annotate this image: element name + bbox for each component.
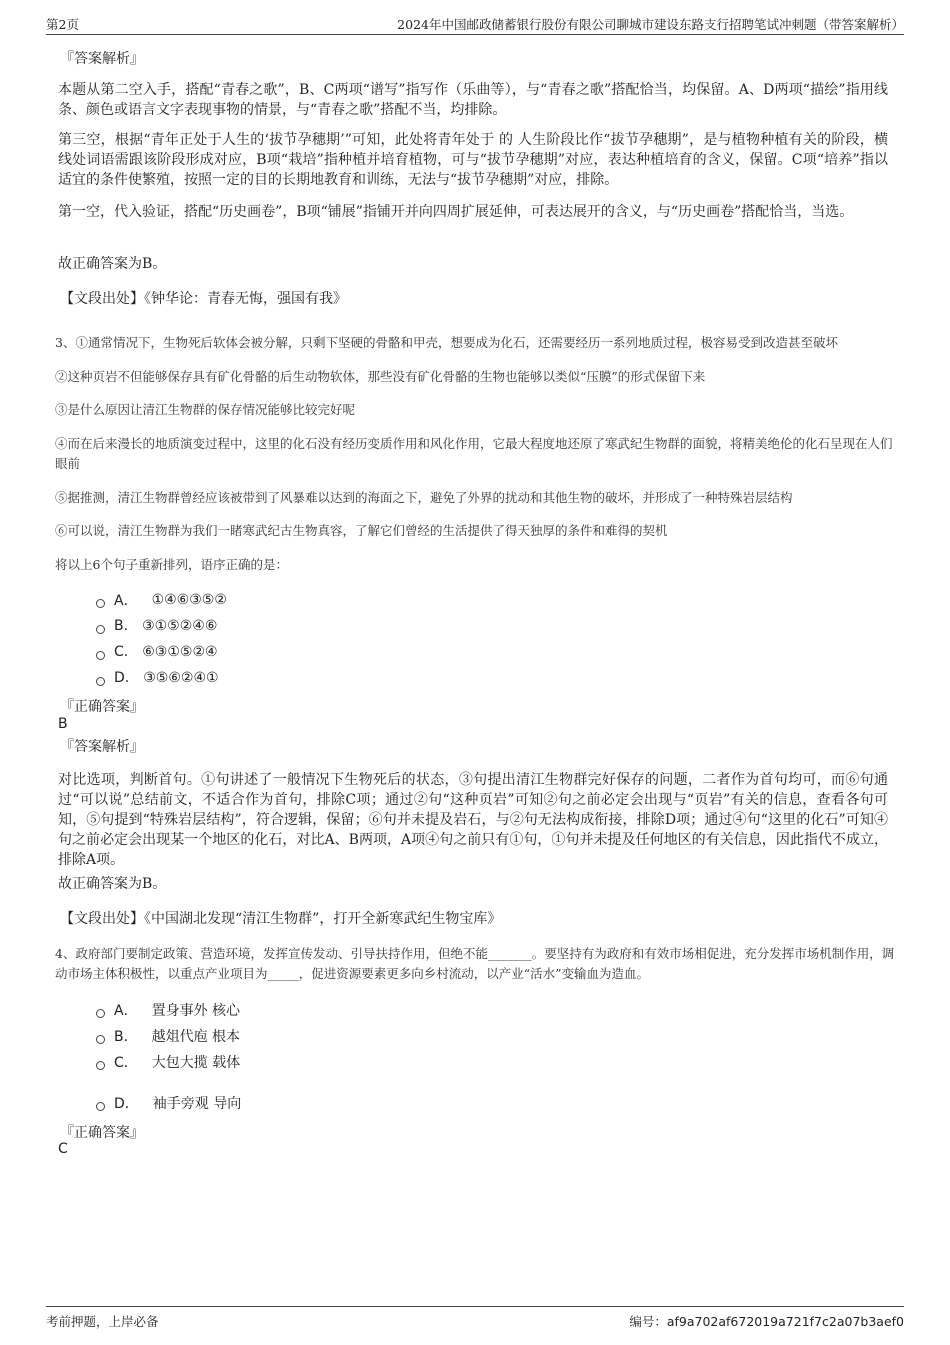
option-text: ⑥③①⑤②④ bbox=[142, 644, 218, 660]
correct-answer-label: 『正确答案』 bbox=[60, 699, 144, 715]
option-letter: A． bbox=[114, 593, 138, 609]
analysis-label: 『答案解析』 bbox=[60, 51, 144, 67]
radio-button[interactable] bbox=[96, 1061, 105, 1070]
option-letter: B． bbox=[114, 1029, 138, 1045]
option-d[interactable] bbox=[96, 668, 219, 688]
analysis-conclusion: 故正确答案为B。 bbox=[58, 256, 167, 272]
question-sentence: ⑤据推测，清江生物群曾经应该被带到了风暴难以达到的海面之下，避免了外界的扰动和其他生物的破坏，并形成了一种特殊岩层结构 bbox=[55, 490, 793, 505]
document-id-label: 编号： bbox=[629, 1314, 667, 1329]
question-stem: 3、①通常情况下，生物死后软体会被分解，只剩下坚硬的骨骼和甲壳，想要成为化石，还需要经历一系列地质过程，极容易受到改造甚至破坏 bbox=[55, 335, 838, 350]
question-sentence: ③是什么原因让清江生物群的保存情况能够比较完好呢 bbox=[55, 402, 356, 417]
option-c[interactable] bbox=[96, 1052, 240, 1072]
analysis-paragraph: 对比选项，判断首句。①句讲述了一般情况下生物死后的状态，③句提出清江生物群完好保存的问题，二者作为首句均可，而⑥句通过“可以说”总结前文，不适合作为首句，排除C项；通过②句“这种页岩”可知②句之前必定会出现与“页岩”有关的信息，查看各句可知，⑤句提到“特殊岩层结构”，符合逻辑，保留；⑥句并未提及岩石，与②句无法构成衔接，排除D项；通过④句“这里的化石”可知④句之前必定会出现某一个地区的化石，对比A、B两项，A项④句之前只有①句，①句并未提及任何地区的有关信息，因此指代不成立，排除A项。 bbox=[58, 772, 888, 868]
option-d[interactable] bbox=[96, 1093, 241, 1113]
option-letter: C. bbox=[114, 644, 129, 660]
analysis-paragraph: 第一空，代入验证，搭配“历史画卷”，B项“铺展”指铺开并向四周扩展延伸，可表达展开的含义，与“历史画卷”搭配恰当，当选。 bbox=[58, 204, 854, 220]
source-citation: 【文段出处】《中国湖北发现“清江生物群”，打开全新寒武纪生物宝库》 bbox=[60, 911, 502, 927]
footer-slogan: 考前押题，上岸必备 bbox=[46, 1314, 159, 1329]
option-a[interactable] bbox=[96, 1000, 240, 1020]
option-b[interactable] bbox=[96, 1026, 240, 1046]
analysis-paragraph: 第三空，根据“青年正处于人生的‘拔节孕穗期’”可知，此处将青年处于 的 人生阶段比作“拔节孕穗期”，是与植物种植有关的阶段，横线处词语需跟该阶段形成对应，B项“栽培”指种植并培育植物，可与“拔节孕穗期”对应，表达种植培育的含义，保留。C项“培养”指以适宜的条件使繁殖，按照一定的目的长期地教育和训练，无法与“拔节孕穗期”对应，排除。 bbox=[58, 132, 888, 188]
question-sentence: ④而在后来漫长的地质演变过程中，这里的化石没有经历变质作用和风化作用，它最大程度地还原了寒武纪生物群的面貌，将精美绝伦的化石呈现在人们眼前 bbox=[55, 436, 893, 471]
option-letter: C． bbox=[114, 1055, 138, 1071]
option-b[interactable] bbox=[96, 616, 217, 636]
correct-answer: C bbox=[58, 1141, 68, 1157]
page-footer bbox=[46, 1306, 904, 1331]
question-stem: 4、政府部门要制定政策、营造环境，发挥宣传发动、引导扶持作用，但绝不能_______。要坚持有为政府和有效市场相促进，充分发挥市场机制作用，调动市场主体积极性，以重点产业项目为_____，促进资源要素更多向乡村流动，以产业“活水”变输血为造血。 bbox=[55, 946, 895, 981]
question-prompt: 将以上6个句子重新排列，语序正确的是： bbox=[55, 557, 288, 572]
option-letter: D. bbox=[114, 670, 130, 686]
source-citation: 【文段出处】《钟华论：青春无悔，强国有我》 bbox=[60, 291, 347, 307]
document-id-code: af9a702af672019a721f7c2a07b3aef0 bbox=[666, 1314, 904, 1329]
page-header bbox=[46, 14, 904, 35]
option-text: ③⑤⑥②④① bbox=[143, 670, 219, 686]
option-letter: D． bbox=[114, 1096, 139, 1112]
analysis-paragraph: 本题从第二空入手，搭配“青春之歌”，B、C两项“谱写”指写作（乐曲等），与“青春之歌”搭配恰当，均保留。A、D两项“描绘”指用线条、颜色或语言文字表现事物的情景，与“青春之歌”搭配不当，均排除。 bbox=[58, 82, 888, 118]
question-sentence: ⑥可以说，清江生物群为我们一睹寒武纪古生物真容，了解它们曾经的生活提供了得天独厚的条件和难得的契机 bbox=[55, 523, 668, 538]
analysis-label: 『答案解析』 bbox=[60, 739, 144, 755]
page-number: 第2页 bbox=[46, 17, 79, 32]
option-text: ③①⑤②④⑥ bbox=[142, 618, 218, 634]
radio-button[interactable] bbox=[96, 625, 105, 634]
radio-button[interactable] bbox=[96, 599, 105, 608]
option-c[interactable] bbox=[96, 642, 218, 662]
option-text: 大包大揽 载体 bbox=[151, 1055, 241, 1071]
correct-answer: B bbox=[58, 716, 68, 732]
radio-button[interactable] bbox=[96, 1009, 105, 1018]
radio-button[interactable] bbox=[96, 1102, 105, 1111]
radio-button[interactable] bbox=[96, 677, 105, 686]
option-a[interactable] bbox=[96, 590, 227, 610]
option-letter: A． bbox=[114, 1003, 138, 1019]
option-text: ①④⑥③⑤② bbox=[151, 592, 227, 608]
radio-button[interactable] bbox=[96, 1035, 105, 1044]
question-sentence: ②这种页岩不但能够保存具有矿化骨骼的后生动物软体，那些没有矿化骨骼的生物也能够以类似“压膜”的形式保留下来 bbox=[55, 369, 706, 384]
document-id bbox=[629, 1312, 904, 1330]
option-letter: B. bbox=[114, 618, 129, 634]
document-title: 2024年中国邮政储蓄银行股份有限公司聊城市建设东路支行招聘笔试冲刺题（带答案解析） bbox=[397, 17, 904, 32]
correct-answer-label: 『正确答案』 bbox=[60, 1125, 144, 1141]
option-text: 袖手旁观 导向 bbox=[152, 1096, 242, 1112]
radio-button[interactable] bbox=[96, 651, 105, 660]
analysis-conclusion: 故正确答案为B。 bbox=[58, 876, 167, 892]
option-text: 置身事外 核心 bbox=[151, 1003, 241, 1019]
option-text: 越俎代庖 根本 bbox=[151, 1029, 241, 1045]
